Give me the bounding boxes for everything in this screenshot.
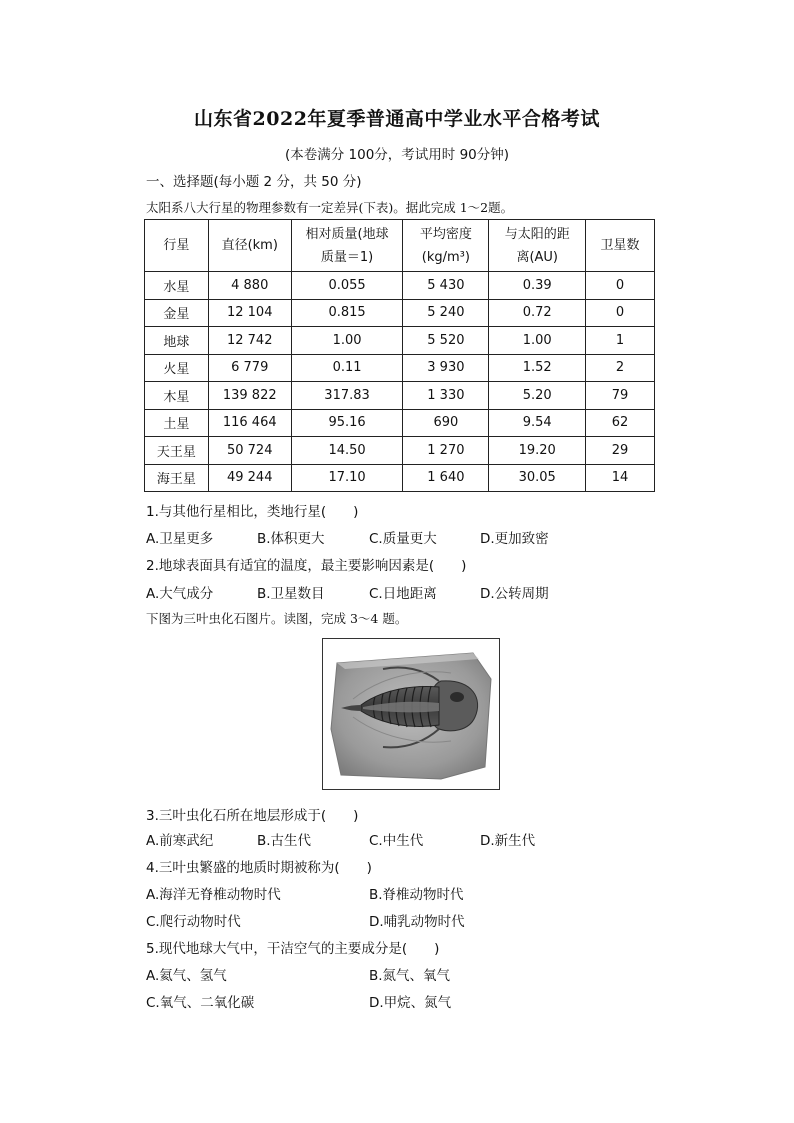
table-cell: 1 [586,327,655,355]
q5-option-d[interactable]: D.甲烷、氮气 [369,995,452,1011]
header-planet: 行星 [145,220,209,272]
table-cell: 79 [586,382,655,410]
table-cell: 海王星 [145,464,209,492]
table-cell: 0.055 [291,272,403,300]
table-cell: 1 640 [403,464,489,492]
table-cell: 1 330 [403,382,489,410]
table-cell: 0.11 [291,354,403,382]
q1-option-b[interactable]: B.体积更大 [257,531,325,547]
q2-option-b[interactable]: B.卫星数目 [257,586,325,602]
question-4-stem: 4.三叶虫繁盛的地质时期被称为( ) [146,860,372,876]
header-diameter: 直径(km) [208,220,291,272]
table-cell: 0 [586,272,655,300]
table-cell: 116 464 [208,409,291,437]
figure-intro: 下图为三叶虫化石图片。读图，完成 3～4 题。 [146,611,408,626]
table-row [145,464,655,492]
q4-option-a[interactable]: A.海洋无脊椎动物时代 [146,887,281,903]
table-intro: 太阳系八大行星的物理参数有一定差异(下表)。据此完成 1～2题。 [146,200,514,215]
table-cell: 95.16 [291,409,403,437]
header-satellites: 卫星数 [586,220,655,272]
question-5-stem: 5.现代地球大气中，干洁空气的主要成分是( ) [146,941,440,957]
table-cell: 139 822 [208,382,291,410]
table-cell: 12 104 [208,299,291,327]
q3-option-d[interactable]: D.新生代 [480,833,536,849]
table-cell: 12 742 [208,327,291,355]
table-cell: 1.00 [291,327,403,355]
q5-option-b[interactable]: B.氮气、氧气 [369,968,451,984]
question-2-stem: 2.地球表面具有适宜的温度，最主要影响因素是( ) [146,558,467,574]
q5-option-c[interactable]: C.氧气、二氧化碳 [146,995,255,1011]
table-cell: 50 724 [208,437,291,465]
table-cell: 5 520 [403,327,489,355]
table-cell: 火星 [145,354,209,382]
table-cell: 5.20 [489,382,586,410]
table-cell: 水星 [145,272,209,300]
table-row [145,409,655,437]
header-density: 平均密度 (kg/m³) [403,220,489,272]
table-cell: 30.05 [489,464,586,492]
table-row [145,299,655,327]
table-cell: 木星 [145,382,209,410]
exam-subtitle: (本卷满分 100分，考试用时 90分钟) [284,147,510,163]
table-cell: 0.815 [291,299,403,327]
table-cell: 土星 [145,409,209,437]
trilobite-fossil-image [322,638,500,790]
question-3-stem: 3.三叶虫化石所在地层形成于( ) [146,808,359,824]
table-cell: 1 270 [403,437,489,465]
q4-option-c[interactable]: C.爬行动物时代 [146,914,241,930]
table-cell: 17.10 [291,464,403,492]
table-cell: 6 779 [208,354,291,382]
trilobite-fossil-icon [323,639,499,789]
q1-option-d[interactable]: D.更加致密 [480,531,549,547]
table-header-row [145,220,655,272]
q3-option-a[interactable]: A.前寒武纪 [146,833,214,849]
header-distance: 与太阳的距 离(AU) [489,220,586,272]
question-1-stem: 1.与其他行星相比，类地行星( ) [146,504,359,520]
table-cell: 5 430 [403,272,489,300]
q2-option-a[interactable]: A.大气成分 [146,586,214,602]
table-cell: 14.50 [291,437,403,465]
exam-title: 山东省2022年夏季普通高中学业水平合格考试 [194,108,600,130]
table-cell: 5 240 [403,299,489,327]
q4-option-b[interactable]: B.脊椎动物时代 [369,887,464,903]
q1-option-a[interactable]: A.卫星更多 [146,531,214,547]
table-cell: 49 244 [208,464,291,492]
q1-option-c[interactable]: C.质量更大 [369,531,437,547]
table-cell: 14 [586,464,655,492]
table-row [145,272,655,300]
table-cell: 62 [586,409,655,437]
table-cell: 0.39 [489,272,586,300]
header-relative-mass: 相对质量(地球 质量＝1) [291,220,403,272]
table-cell: 1.52 [489,354,586,382]
q2-option-c[interactable]: C.日地距离 [369,586,437,602]
q3-option-b[interactable]: B.古生代 [257,833,312,849]
table-cell: 0 [586,299,655,327]
q5-option-a[interactable]: A.氦气、氢气 [146,968,227,984]
q4-option-d[interactable]: D.哺乳动物时代 [369,914,465,930]
table-row [145,382,655,410]
table-row [145,354,655,382]
table-row [145,327,655,355]
table-cell: 29 [586,437,655,465]
table-cell: 4 880 [208,272,291,300]
table-row [145,437,655,465]
table-cell: 地球 [145,327,209,355]
table-cell: 690 [403,409,489,437]
table-cell: 0.72 [489,299,586,327]
q3-option-c[interactable]: C.中生代 [369,833,424,849]
planet-table [144,219,655,492]
table-cell: 9.54 [489,409,586,437]
table-cell: 19.20 [489,437,586,465]
table-cell: 金星 [145,299,209,327]
section-heading: 一、选择题(每小题 2 分，共 50 分) [146,174,362,190]
table-cell: 2 [586,354,655,382]
q2-option-d[interactable]: D.公转周期 [480,586,549,602]
table-cell: 天王星 [145,437,209,465]
table-cell: 317.83 [291,382,403,410]
table-cell: 3 930 [403,354,489,382]
table-cell: 1.00 [489,327,586,355]
